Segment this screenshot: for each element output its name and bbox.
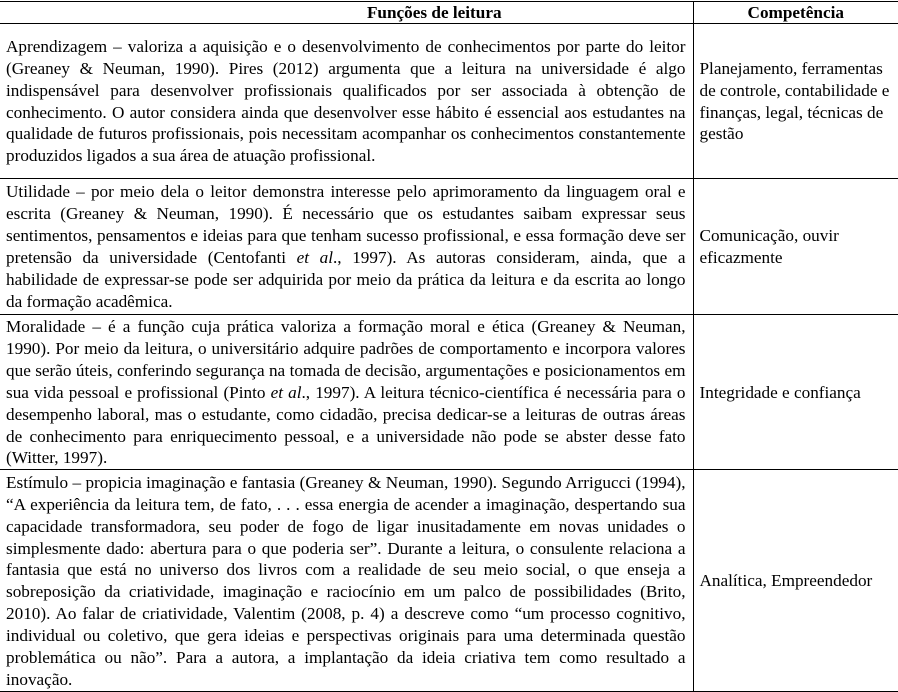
competence-cell-learning: Planejamento, ferramentas de controle, contabilidade e finanças, legal, técnicas de gestão [693,24,898,179]
header-functions: Funções de leitura [0,2,693,24]
function-cell-stimulus: Estímulo – propicia imaginação e fantasia (Greaney & Neuman, 1990). Segundo Arrigucci (1994), “A experiência da leitura tem, de fato, . . . essa energia de acender a imaginação, despertando sua capacidade transformadora, seu poder de fogo de ligar inusitadamente em novas unidades o simplesmente dado: abertura para o que poderia ser”. Durante a leitura, o consulente relaciona a fantasia que está no universo dos livros com a realidade de seu meio social, o que enseja a sobreposição da criatividade, imaginação e raciocínio em um palco de possibilidades (Brito, 2010). Ao falar de criatividade, Valentim (2008, p. 4) a descreve como “um processo cognitivo, individual ou coletivo, que gera ideias e perspectivas originais para uma determinada questão problemática ou não”. Para a autora, a implantação da ideia criativa tem como resultado a inovação. [0,470,693,692]
function-text-after: ., 1997). As autoras consideram, ainda, que a habilidade de expressar-se pode ser adquirida por meio da prática da leitura e da escrita ao longo da formação acadêmica. [6,248,686,311]
competence-cell-utility: Comunicação, ouvir eficazmente [693,179,898,315]
reading-functions-table [0,1,898,692]
function-text-before: Moralidade – é a função cuja prática valoriza a formação moral e ética (Greaney & Neuman, 1990). Por meio da leitura, o universitário adquire padrões de comportamento e incorpora valores que serão úteis, conferindo segurança na tomada de decisão, argumentações e posicionamentos em sua vida pessoal e profissional (Pinto [6,317,686,402]
header-competence: Competência [693,2,898,24]
function-cell-morality [0,315,693,470]
table-row [0,179,898,315]
table-row [0,470,898,692]
competence-cell-morality: Integridade e confiança [693,315,898,470]
table-row [0,315,898,470]
function-text-italic: et al [270,382,302,402]
function-text-after: ., 1997). A leitura técnico-científica é necessária para o desempenho laboral, mas o estudante, como cidadão, precisa dedicar-se a leituras de outras áreas de conhecimento para enriquecimento pessoal, e a universidade não pode se abster desse fato (Witter, 1997). [6,382,686,468]
table-header-row [0,2,898,24]
table-row [0,24,898,179]
function-cell-utility [0,179,693,315]
function-text-before: Utilidade – por meio dela o leitor demonstra interesse pelo aprimoramento da linguagem oral e escrita (Greaney & Neuman, 1990). É necessário que os estudantes saibam expressar seus sentimentos, pensamentos e ideias para que tenham sucesso profissional, e essa formação deve ser pretensão da universidade (Centofanti [6,182,686,267]
function-text-italic: et al [296,248,333,267]
function-cell-learning: Aprendizagem – valoriza a aquisição e o desenvolvimento de conhecimentos por parte do leitor (Greaney & Neuman, 1990). Pires (2012) argumenta que a leitura na universidade é algo indispensável para desenvolver profissionais qualificados por ser associada à obtenção de conhecimento. O autor considera ainda que desenvolver esse hábito é essencial aos estudantes na qualidade de futuros profissionais, pois necessitam acompanhar os conhecimentos constantemente produzidos ligados a sua área de atuação profissional. [0,24,693,179]
competence-cell-stimulus: Analítica, Empreendedor [693,470,898,692]
